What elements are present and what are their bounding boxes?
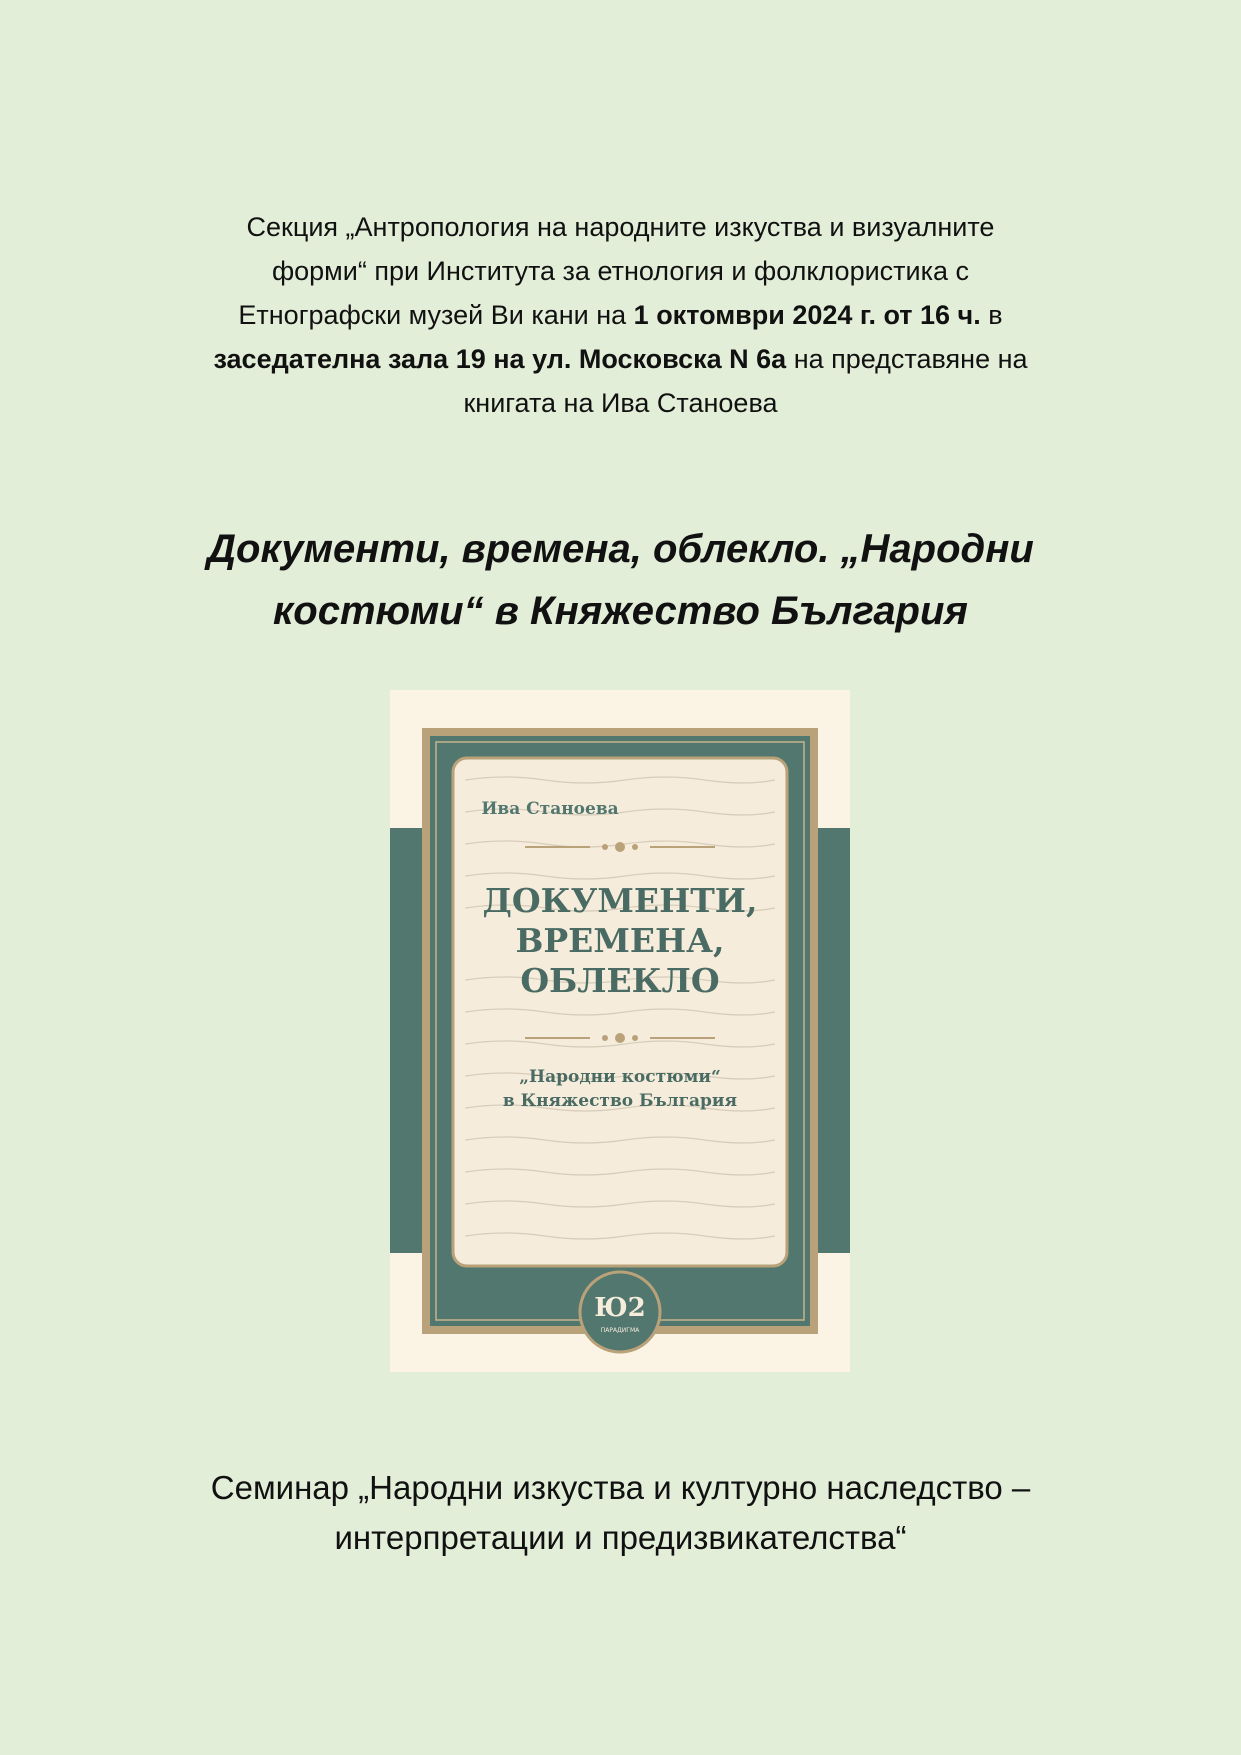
invitation-date: 1 октомври 2024 г. от 16 ч. <box>633 300 981 330</box>
invitation-text-museum: Етнографски музей Ви кани на <box>238 300 634 330</box>
book-cover-illustration <box>390 690 850 1372</box>
seminar-line-2: интерпретации и предизвикателства“ <box>334 1519 907 1556</box>
invitation-venue: заседателна зала 19 на ул. Московска N 6а <box>213 344 787 374</box>
svg-text:Ю2: Ю2 <box>594 1293 646 1323</box>
book-title <box>120 518 1121 642</box>
invitation-text-presentation: на представяне на <box>786 344 1028 374</box>
cover-paper-panel <box>453 758 787 1266</box>
cover-author: Ива Станоева <box>481 799 619 819</box>
invitation-line-5: книгата на Ива Станоева <box>463 388 778 418</box>
cover-title-line-1: ДОКУМЕНТИ, <box>482 881 758 920</box>
invitation-line-1: Секция „Антропология на народните изкуства и визуалните <box>246 212 995 242</box>
invitation-text <box>160 205 1081 425</box>
cover-subtitle-line-2: в Княжество България <box>502 1091 738 1111</box>
publisher-name: ПАРАДИГМА <box>600 1327 640 1334</box>
invitation-line-4 <box>160 337 1081 381</box>
invitation-text-in: в <box>980 300 1003 330</box>
cover-subtitle-line-1: „Народни костюми“ <box>519 1067 721 1087</box>
publisher-logo-icon <box>580 1272 660 1352</box>
invitation-line-2: форми“ при Института за етнология и фолклористика с <box>271 256 970 286</box>
seminar-text <box>160 1463 1081 1563</box>
book-title-line-2: костюми“ в Княжество България <box>273 589 968 633</box>
book-cover-image <box>390 690 850 1372</box>
invitation-line-3 <box>160 293 1081 337</box>
cover-title-line-3: ОБЛЕКЛО <box>520 961 720 1000</box>
seminar-line-1: Семинар „Народни изкуства и културно наследство – <box>210 1469 1031 1506</box>
cover-title-line-2: ВРЕМЕНА, <box>515 921 725 960</box>
book-title-line-1: Документи, времена, облекло. „Народни <box>207 527 1034 571</box>
